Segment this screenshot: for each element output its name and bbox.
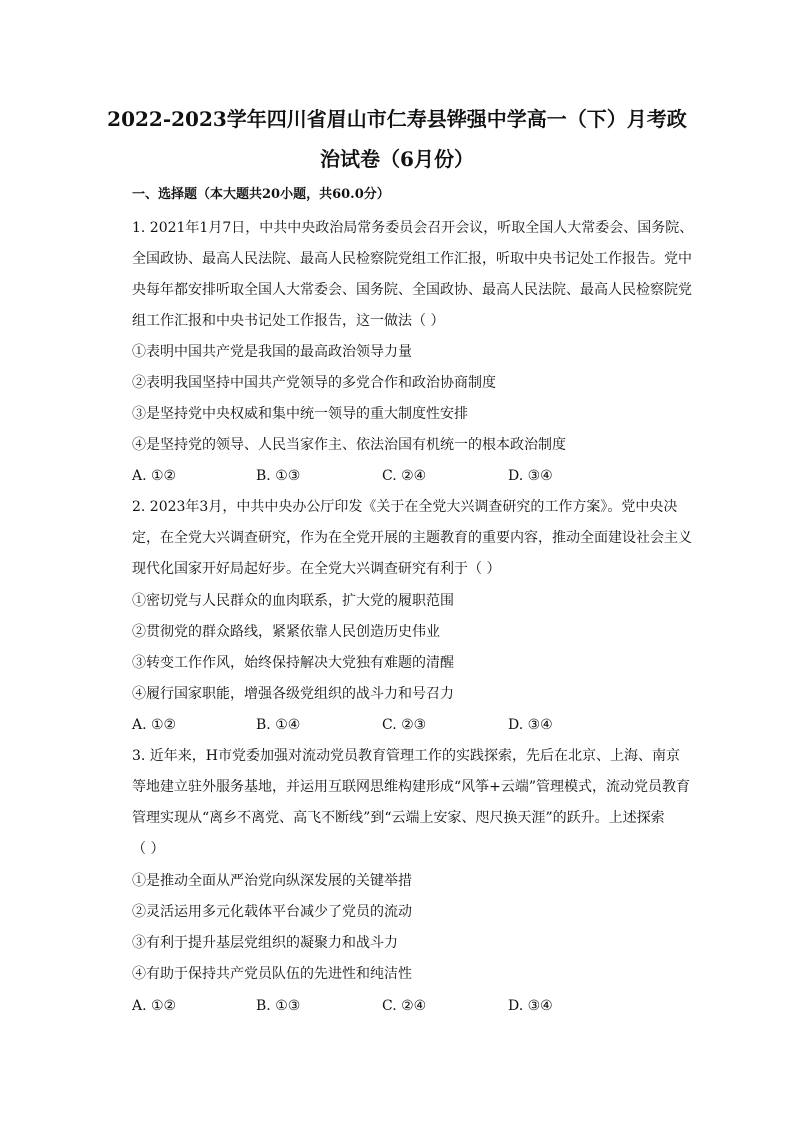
q2-statement-1: ①密切党与人民群众的血肉联系，扩大党的履职范围 <box>132 593 454 609</box>
q2-option-c[interactable]: C. ②③ <box>382 717 427 733</box>
q3-statement-3: ③有利于提升基层党组织的凝聚力和战斗力 <box>132 935 398 951</box>
q2-statement-2: ②贯彻党的群众路线，紧紧依靠人民创造历史伟业 <box>132 624 440 640</box>
q2-statement-4: ④履行国家职能，增强各级党组织的战斗力和号召力 <box>132 686 454 702</box>
q3-stem-line-4: （ ） <box>132 841 165 857</box>
q1-option-a[interactable]: A. ①② <box>132 468 177 484</box>
q1-option-b[interactable]: B. ①③ <box>256 468 301 484</box>
q3-statement-4: ④有助于保持共产党员队伍的先进性和纯洁性 <box>132 966 412 982</box>
q2-option-a[interactable]: A. ①② <box>132 717 177 733</box>
q3-statement-1: ①是推动全面从严治党向纵深发展的关键举措 <box>132 873 412 889</box>
q1-statement-1: ①表明中国共产党是我国的最高政治领导力量 <box>132 344 412 360</box>
q2-stem-line-2: 定，在全党大兴调查研究，作为在全党开展的主题教育的重要内容，推动全面建设社会主义 <box>132 530 692 546</box>
q2-option-d[interactable]: D. ③④ <box>508 717 553 733</box>
q1-statement-2: ②表明我国坚持中国共产党领导的多党合作和政治协商制度 <box>132 375 496 391</box>
q1-stem-line-4: 组工作汇报和中央书记处工作报告，这一做法（ ） <box>132 313 445 329</box>
q1-option-d[interactable]: D. ③④ <box>508 468 553 484</box>
q2-statement-3: ③转变工作作风，始终保持解决大党独有难题的清醒 <box>132 655 454 671</box>
q1-stem-line-1: 1. 2021年1月7日，中共中央政治局常务委员会召开会议，听取全国人大常委会、国务院、 <box>132 220 694 236</box>
q3-options <box>132 996 692 1016</box>
q1-options <box>132 466 692 486</box>
q2-stem-line-3: 现代化国家开好局起好步。在全党大兴调查研究有利于（ ） <box>132 561 501 577</box>
q3-option-a[interactable]: A. ①② <box>132 998 177 1014</box>
exam-title-line-1: 2022-2023学年四川省眉山市仁寿县铧强中学高一（下）月考政 <box>107 107 687 131</box>
q3-option-b[interactable]: B. ①③ <box>256 998 301 1014</box>
q3-stem-line-1: 3. 近年来，H市党委加强对流动党员教育管理工作的实践探索，先后在北京、上海、南京 <box>132 748 681 764</box>
q1-statement-3: ③是坚持党中央权威和集中统一领导的重大制度性安排 <box>132 406 468 422</box>
section-heading: 一、选择题（本大题共20小题，共60.0分） <box>132 187 390 202</box>
q2-stem-line-1: 2. 2023年3月，中共中央办公厅印发《关于在全党大兴调查研究的工作方案》。党中央决 <box>132 499 678 515</box>
q3-stem-line-2: 等地建立驻外服务基地，并运用互联网思维构建形成“风筝+云端”管理模式，流动党员教育 <box>132 779 691 795</box>
q2-option-b[interactable]: B. ①④ <box>256 717 301 733</box>
q3-statement-2: ②灵活运用多元化载体平台减少了党员的流动 <box>132 904 412 920</box>
q2-options <box>132 715 692 735</box>
q3-option-c[interactable]: C. ②④ <box>382 998 427 1014</box>
exam-title-line-2: 治试卷（6月份） <box>320 147 474 171</box>
q1-statement-4: ④是坚持党的领导、人民当家作主、依法治国有机统一的根本政治制度 <box>132 437 566 453</box>
q1-stem-line-3: 央每年都安排听取全国人大常委会、国务院、全国政协、最高人民法院、最高人民检察院党 <box>132 282 692 298</box>
q1-option-c[interactable]: C. ②④ <box>382 468 427 484</box>
q3-option-d[interactable]: D. ③④ <box>508 998 553 1014</box>
q3-stem-line-3: 管理实现从“离乡不离党、高飞不断线”到“云端上安家、咫尺换天涯”的跃升。上述探索 <box>132 810 665 826</box>
q1-stem-line-2: 全国政协、最高人民法院、最高人民检察院党组工作汇报，听取中央书记处工作报告。党中 <box>132 251 692 267</box>
